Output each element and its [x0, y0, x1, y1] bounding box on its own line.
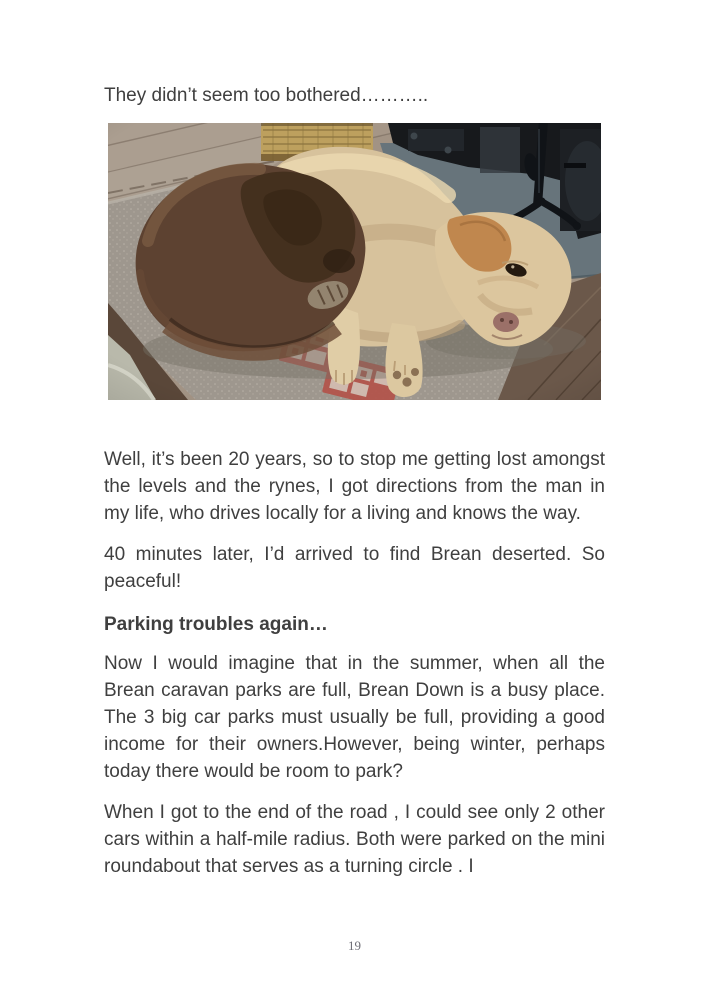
section-heading: Parking troubles again…: [104, 614, 328, 635]
intro-line: They didn’t seem too bothered………..: [104, 85, 429, 106]
dogs-photo: [108, 123, 601, 400]
page-content: [104, 82, 605, 894]
page-number: 19: [348, 938, 361, 953]
dogs-photo-illustration: [108, 123, 601, 400]
body-paragraph: Now I would imagine that in the summer, when all the Brean caravan parks are full, Brean Down is a busy place. The 3 big car parks must usually be full, providing a good income for their owners.However, being winter, perhaps today there would be room to park?: [104, 653, 605, 782]
body-paragraph: When I got to the end of the road , I could see only 2 other cars within a half-mile radius. Both were parked on the mini roundabout that serves as a turning circle . I: [104, 802, 605, 877]
photo-vignette: [108, 123, 601, 400]
body-paragraph: Well, it’s been 20 years, so to stop me getting lost amongst the levels and the rynes, I got directions from the man in my life, who drives locally for a living and knows the way.: [104, 449, 605, 524]
body-paragraph: 40 minutes later, I’d arrived to find Brean deserted. So peaceful!: [104, 544, 605, 592]
